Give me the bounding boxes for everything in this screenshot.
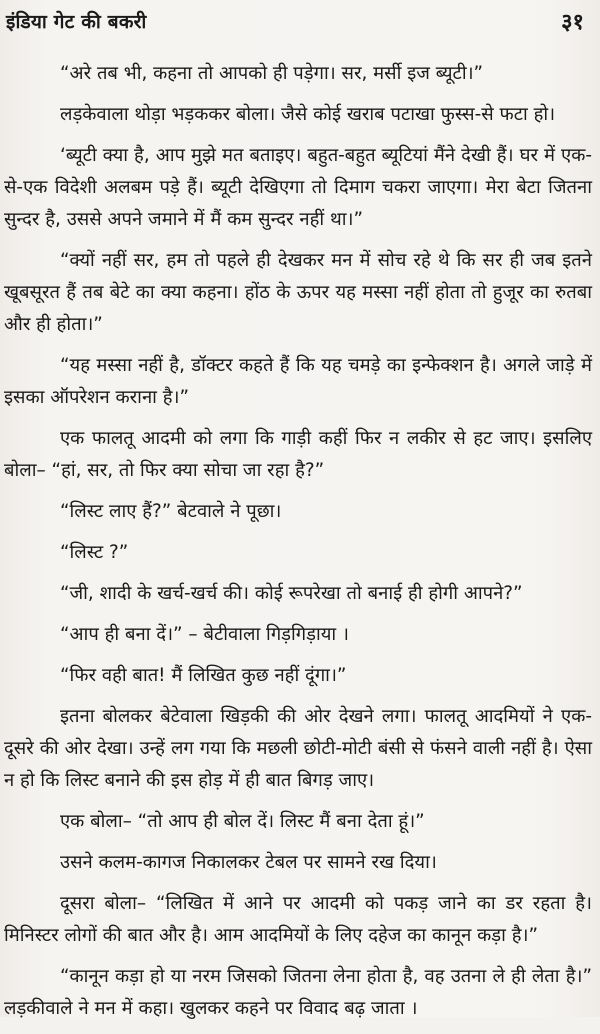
running-head-title: इंडिया गेट की बकरी: [6, 11, 147, 33]
paragraph: एक बोला– “तो आप ही बोल दें। लिस्ट मैं बना देता हूं।”: [60, 811, 425, 832]
body-text: [4, 58, 592, 1034]
paragraph: “जी, शादी के खर्च-खर्च की। कोई रूपरेखा तो बनाई ही होगी आपने?”: [60, 583, 523, 604]
paragraph: “क्यों नहीं सर, हम तो पहले ही देखकर मन में सोच रहे थे कि सर ही जब इतने खूबसूरत हैं तब बेटे का क्या कहना। होंठ के ऊपर यह मस्सा नहीं होता तो हुजूर का रुतबा और ही होता।”: [4, 250, 592, 335]
paragraph: “आप ही बना दें।” – बेटीवाला गिड़गिड़ाया ।: [60, 624, 349, 645]
page-number: ३१: [561, 10, 584, 35]
paragraph: “कानून कड़ा हो या नरम जिसको जितना लेना होता है, वह उतना ले ही लेता है।” लड़कीवाले ने मन में कहा। खुलकर कहने पर विवाद बढ़ जाता ।: [4, 966, 592, 1019]
paragraph: “लिस्ट लाए हैं?” बेटवाले ने पूछा।: [60, 501, 282, 522]
paragraph: ‘ब्यूटी क्या है, आप मुझे मत बताइए। बहुत-बहुत ब्यूटियां मैंने देखी हैं। घर में एक-से-एक विदेशी अलबम पड़े हैं। ब्यूटी देखिएगा तो दिमाग चकरा जाएगा। मेरा बेटा जितना सुन्दर है, उससे अपने जमाने में मैं कम सुन्दर नहीं था।”: [4, 145, 592, 230]
paragraph: दूसरा बोला– “लिखित में आने पर आदमी को पकड़ जाने का डर रहता है। मिनिस्टर लोगों की बात और है। आम आदमियों के लिए दहेज का कानून कड़ा है।”: [4, 893, 592, 946]
paragraph: इतना बोलकर बेटेवाला खिड़की की ओर देखने लगा। फालतू आदमियों ने एक-दूसरे की ओर देखा। उन्हें लग गया कि मछली छोटी-मोटी बंसी से फंसने वाली नहीं है। ऐसा न हो कि लिस्ट बनाने की इस होड़ में ही बात बिगड़ जाए।: [4, 706, 592, 791]
paragraph: “अरे तब भी, कहना तो आपको ही पड़ेगा। सर, मर्सी इज ब्यूटी।”: [60, 63, 484, 84]
paragraph: एक फालतू आदमी को लगा कि गाड़ी कहीं फिर न लकीर से हट जाए। इसलिए बोला– “हां, सर, तो फिर क्या सोचा जा रहा है?”: [4, 428, 592, 481]
paragraph: “यह मस्सा नहीं है, डॉक्टर कहते हैं कि यह चमड़े का इन्फेक्शन है। अगले जाड़े में इसका ऑपरेशन कराना है।”: [4, 355, 592, 408]
paragraph: “लिस्ट ?”: [60, 542, 129, 563]
paragraph: लड़केवाला थोड़ा भड़ककर बोला। जैसे कोई खराब पटाखा फुस्स-से फटा हो।: [60, 104, 556, 125]
paragraph: उसने कलम-कागज निकालकर टेबल पर सामने रख दिया।: [60, 852, 437, 873]
paragraph: “फिर वही बात! मैं लिखित कुछ नहीं दूंगा।”: [60, 665, 347, 686]
